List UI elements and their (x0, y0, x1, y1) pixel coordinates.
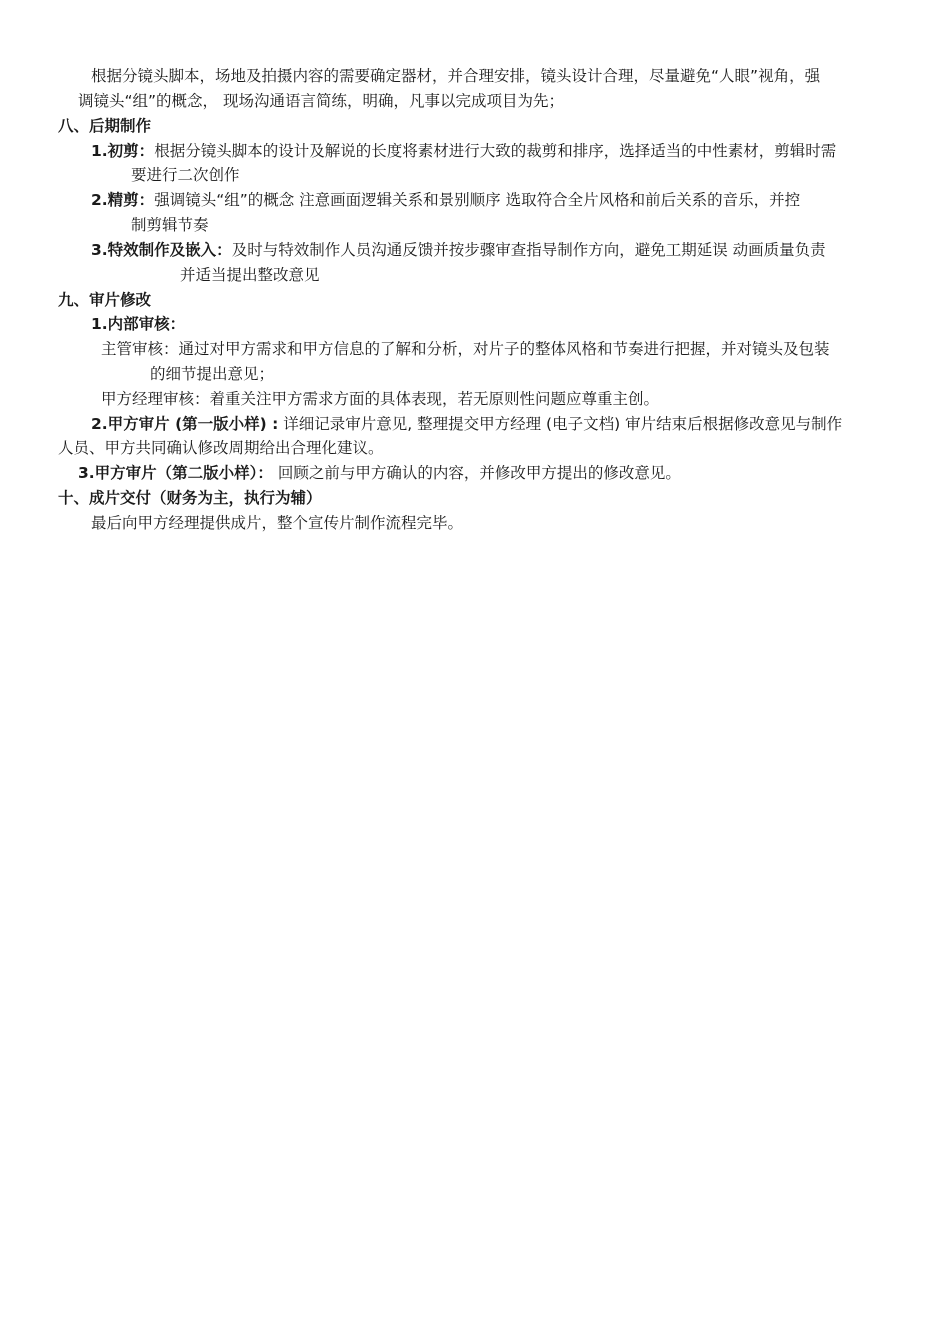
client-review-v1-label: 2.甲方审片 (第一版小样) : (91, 415, 279, 433)
vfx-line-2: 并适当提出整改意见 (180, 266, 320, 284)
rough-cut-text: 根据分镜头脚本的设计及解说的长度将素材进行大致的裁剪和排序，选择适当的中性素材，剪辑时需 (154, 142, 837, 160)
fine-cut-label: 2.精剪： (91, 191, 155, 209)
vfx-text: 及时与特效制作人员沟通反馈并按步骤审查指导制作方向，避免工期延误 动画质量负责 (231, 241, 826, 259)
client-review-v1-line-2: 人员、甲方共同确认修改周期给出合理化建议。 (58, 439, 384, 457)
client-manager-review: 甲方经理审核：着重关注甲方需求方面的具体表现，若无原则性问题应尊重主创。 (101, 390, 660, 408)
supervisor-review-line-2: 的细节提出意见； (150, 365, 275, 383)
section-9-heading: 九、审片修改 (58, 291, 152, 309)
section-10-heading: 十、成片交付（财务为主，执行为辅） (58, 489, 322, 507)
fine-cut-line-2: 制剪辑节奏 (131, 216, 209, 234)
client-review-v1-item (91, 412, 842, 437)
fine-cut-text: 强调镜头“组”的概念 注意画面逻辑关系和景别顺序 选取符合全片风格和前后关系的音乐，并控 (154, 191, 801, 209)
intro-line-2: 调镜头“组”的概念， 现场沟通语言简练，明确，凡事以完成项目为先； (78, 92, 564, 110)
vfx-label: 3.特效制作及嵌入： (91, 241, 232, 259)
internal-review-label: 1.内部审核： (91, 315, 186, 333)
rough-cut-label: 1.初剪： (91, 142, 155, 160)
section-8-heading: 八、后期制作 (58, 117, 152, 135)
client-review-v1-text: 详细记录审片意见, 整理提交甲方经理 (电子文档) 审片结束后根据修改意见与制作 (278, 415, 843, 433)
fine-cut-item (91, 188, 800, 213)
rough-cut-item (91, 139, 836, 164)
supervisor-review-line-1: 主管审核：通过对甲方需求和甲方信息的了解和分析，对片子的整体风格和节奏进行把握，并对镜头及包装 (101, 340, 830, 358)
client-review-v2-item (78, 461, 681, 486)
client-review-v2-label: 3.甲方审片（第二版小样）： (78, 464, 273, 482)
client-review-v2-text: 回顾之前与甲方确认的内容，并修改甲方提出的修改意见。 (272, 464, 681, 482)
rough-cut-line-2: 要进行二次创作 (131, 166, 240, 184)
vfx-item (91, 238, 826, 263)
delivery-text: 最后向甲方经理提供成片，整个宣传片制作流程完毕。 (91, 514, 464, 532)
intro-line-1: 根据分镜头脚本，场地及拍摄内容的需要确定器材，并合理安排，镜头设计合理，尽量避免“人眼”视角，强 (91, 67, 821, 85)
